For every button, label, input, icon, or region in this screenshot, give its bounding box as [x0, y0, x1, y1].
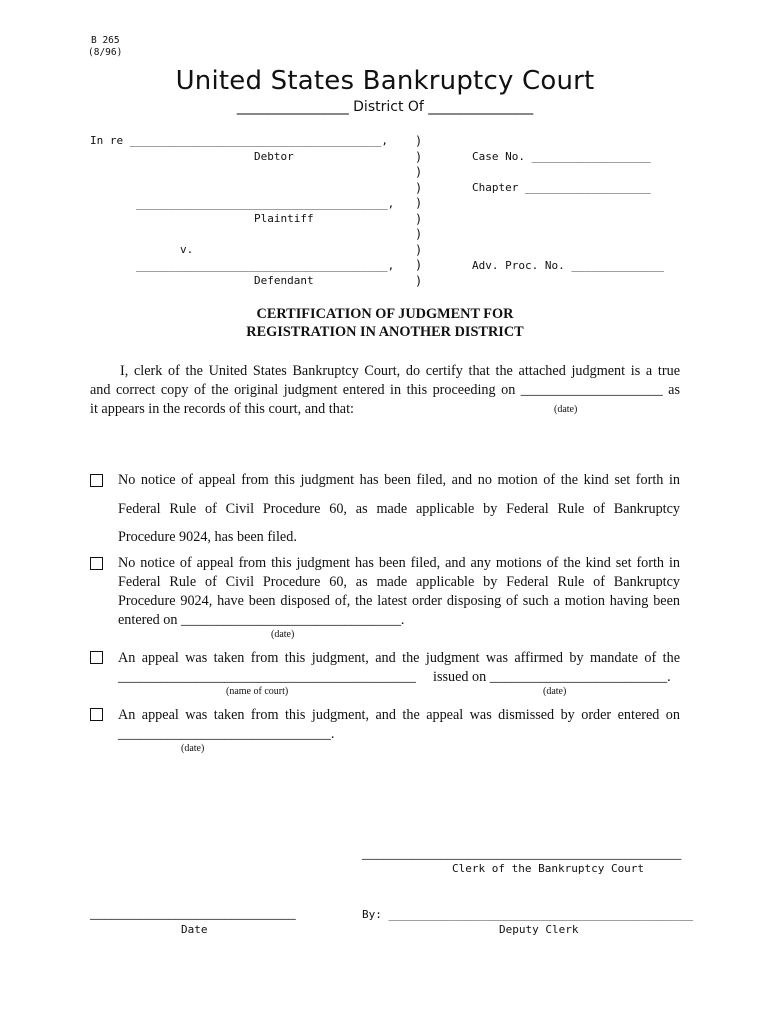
- district-line[interactable]: ________________ District Of _______________: [236, 99, 534, 115]
- option1-line3: Procedure 9024, has been filed.: [118, 529, 297, 545]
- form-date: (8/96): [88, 47, 123, 58]
- caption-paren: ): [415, 150, 423, 164]
- option3-court-label: (name of court): [226, 686, 289, 697]
- clerk-signature-line[interactable]: _____________________________________________: [362, 846, 682, 862]
- clerk-label: Clerk of the Bankruptcy Court: [452, 862, 645, 875]
- no-appeal-no-motion-checkbox[interactable]: [90, 474, 103, 487]
- no-appeal-motions-disposed-checkbox[interactable]: [90, 557, 103, 570]
- option2-line2: Federal Rule of Civil Procedure 60, as made applicable by Federal Rule of Bankruptcy: [118, 574, 680, 590]
- option3-issued-date-field[interactable]: issued on _________________________.: [433, 669, 671, 685]
- date-signature-line[interactable]: _____________________________: [90, 906, 296, 922]
- plaintiff-blank[interactable]: ______________________________________,: [136, 197, 395, 210]
- certification-heading-line1: CERTIFICATION OF JUDGMENT FOR: [256, 306, 514, 322]
- caption-paren: ): [415, 196, 423, 210]
- appeal-dismissed-checkbox[interactable]: [90, 708, 103, 721]
- intro-date-label: (date): [554, 404, 578, 415]
- caption-paren: ): [415, 227, 423, 241]
- caption-paren: ): [415, 165, 423, 179]
- option1-line2: Federal Rule of Civil Procedure 60, as made applicable by Federal Rule of Bankruptcy: [118, 501, 680, 517]
- deputy-signature-line[interactable]: By: ______________________________________________: [362, 908, 694, 921]
- defendant-blank[interactable]: ______________________________________,: [136, 259, 395, 272]
- option2-date-label: (date): [271, 629, 295, 640]
- deputy-clerk-label: Deputy Clerk: [499, 923, 579, 936]
- intro-line-2[interactable]: and correct copy of the original judgment entered in this proceeding on ____________________ as: [90, 382, 680, 398]
- option3-date-label: (date): [543, 686, 567, 697]
- appeal-affirmed-checkbox[interactable]: [90, 651, 103, 664]
- intro-line-1: I, clerk of the United States Bankruptcy Court, do certify that the attached judgment is a true: [120, 363, 680, 379]
- in-re-line[interactable]: In re ______________________________________,: [90, 134, 389, 147]
- versus-label: v.: [180, 243, 194, 256]
- date-label: Date: [181, 923, 208, 936]
- option2-line4[interactable]: entered on _______________________________.: [118, 612, 405, 628]
- form-code: B 265: [91, 35, 120, 46]
- plaintiff-label: Plaintiff: [254, 212, 314, 225]
- option3-line1: An appeal was taken from this judgment, and the judgment was affirmed by mandate of the: [118, 650, 680, 666]
- option4-date-field[interactable]: ______________________________.: [118, 726, 335, 742]
- option2-line3: Procedure 9024, have been disposed of, the latest order disposing of such a motion having been: [118, 593, 680, 609]
- defendant-label: Defendant: [254, 274, 314, 287]
- caption-paren: ): [415, 212, 423, 226]
- caption-paren: ): [415, 181, 423, 195]
- caption-paren: ): [415, 134, 423, 148]
- caption-paren: ): [415, 258, 423, 272]
- caption-paren: ): [415, 243, 423, 257]
- case-number-field[interactable]: Case No. __________________: [472, 150, 651, 163]
- chapter-field[interactable]: Chapter ___________________: [472, 181, 651, 194]
- option4-date-label: (date): [181, 743, 205, 754]
- option1-line1: No notice of appeal from this judgment has been filed, and no motion of the kind set forth in: [118, 472, 680, 488]
- caption-paren: ): [415, 274, 423, 288]
- option4-line1: An appeal was taken from this judgment, and the appeal was dismissed by order entered on: [118, 707, 680, 723]
- option2-line1: No notice of appeal from this judgment has been filed, and any motions of the kind set forth in: [118, 555, 680, 571]
- adv-proc-number-field[interactable]: Adv. Proc. No. ______________: [472, 259, 665, 272]
- court-title: United States Bankruptcy Court: [175, 66, 595, 96]
- debtor-label: Debtor: [254, 150, 294, 163]
- intro-line-3: it appears in the records of this court, and that:: [90, 401, 354, 417]
- certification-heading-line2: REGISTRATION IN ANOTHER DISTRICT: [246, 324, 524, 340]
- option3-court-name-field[interactable]: __________________________________________: [118, 669, 416, 685]
